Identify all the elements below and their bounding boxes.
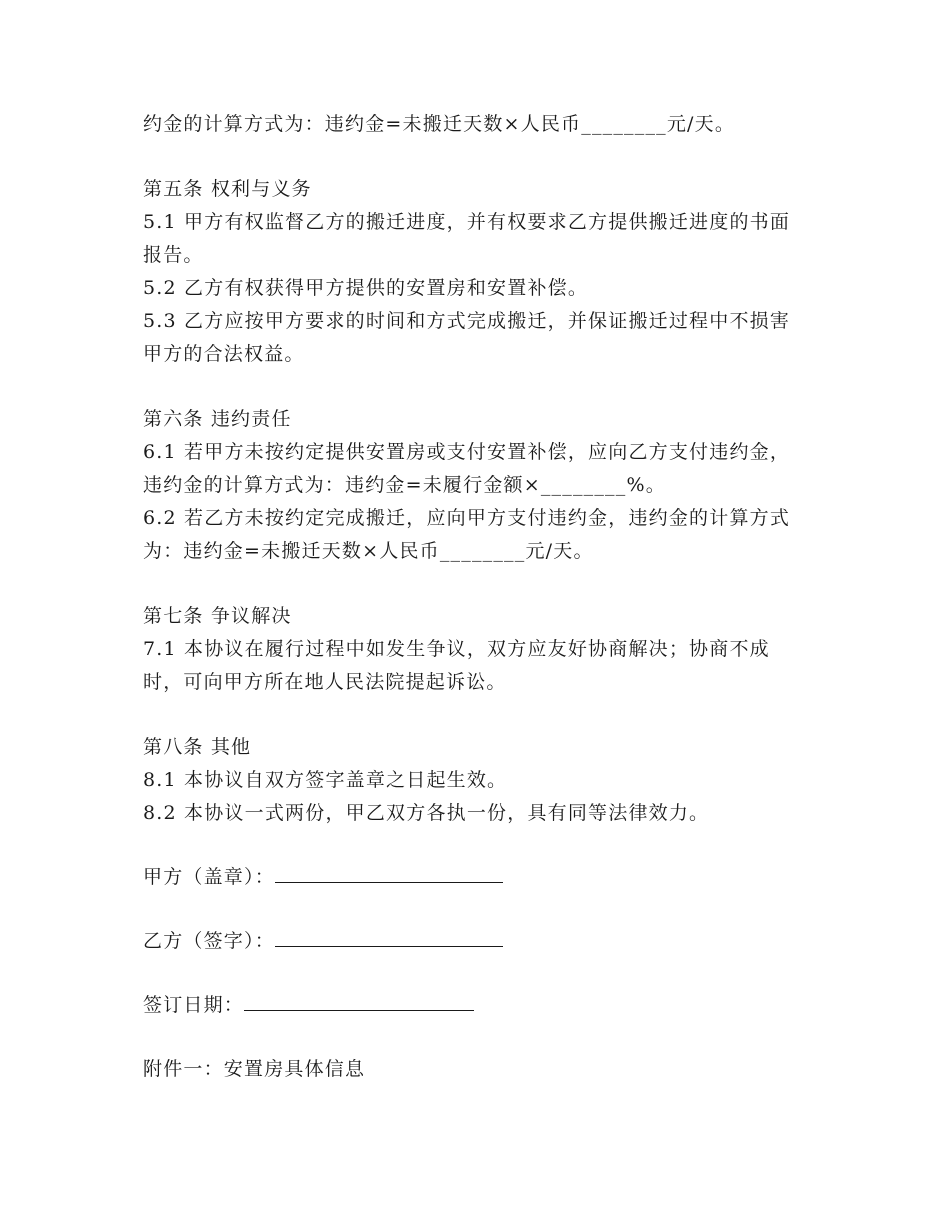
- section8-heading: 第八条 其他: [143, 736, 252, 758]
- intro-line: 约金的计算方式为：违约金=未搬迁天数×人民币________元/天。: [143, 113, 736, 135]
- party-b-signature-line: [275, 926, 503, 947]
- document-page: [143, 108, 803, 1086]
- clause-5-3: 5.3 乙方应按甲方要求的时间和方式完成搬迁，并保证搬迁过程中不损害甲方的合法权益。: [143, 310, 791, 365]
- party-a-label: 甲方（盖章）：: [143, 866, 275, 888]
- section6-heading: 第六条 违约责任: [143, 408, 292, 430]
- clause-5-2: 5.2 乙方有权获得甲方提供的安置房和安置补偿。: [143, 277, 589, 299]
- clause-8-2: 8.2 本协议一式两份，甲乙双方各执一份，具有同等法律效力。: [143, 802, 710, 824]
- section5-heading: 第五条 权利与义务: [143, 178, 312, 200]
- party-b-signature-row: [143, 925, 803, 958]
- appendix-title: 附件一：安置房具体信息: [143, 1058, 366, 1080]
- clause-6-1: 6.1 若甲方未按约定提供安置房或支付安置补偿，应向乙方支付违约金，违约金的计算方式为：违约金=未履行金额×________%。: [143, 441, 791, 496]
- party-b-label: 乙方（签字）：: [143, 930, 275, 952]
- section7-heading: 第七条 争议解决: [143, 605, 292, 627]
- date-line: [244, 990, 474, 1011]
- date-label: 签订日期：: [143, 994, 245, 1016]
- party-a-signature-row: [143, 861, 803, 894]
- clause-7-1: 7.1 本协议在履行过程中如发生争议，双方应友好协商解决；协商不成时，可向甲方所在地人民法院提起诉讼。: [143, 638, 770, 693]
- clause-6-2: 6.2 若乙方未按约定完成搬迁，应向甲方支付违约金，违约金的计算方式为：违约金=未搬迁天数×人民币________元/天。: [143, 507, 791, 562]
- party-a-signature-line: [275, 862, 503, 883]
- clause-8-1: 8.1 本协议自双方签字盖章之日起生效。: [143, 769, 508, 791]
- date-signature-row: [143, 989, 803, 1022]
- clause-5-1: 5.1 甲方有权监督乙方的搬迁进度，并有权要求乙方提供搬迁进度的书面报告。: [143, 211, 791, 266]
